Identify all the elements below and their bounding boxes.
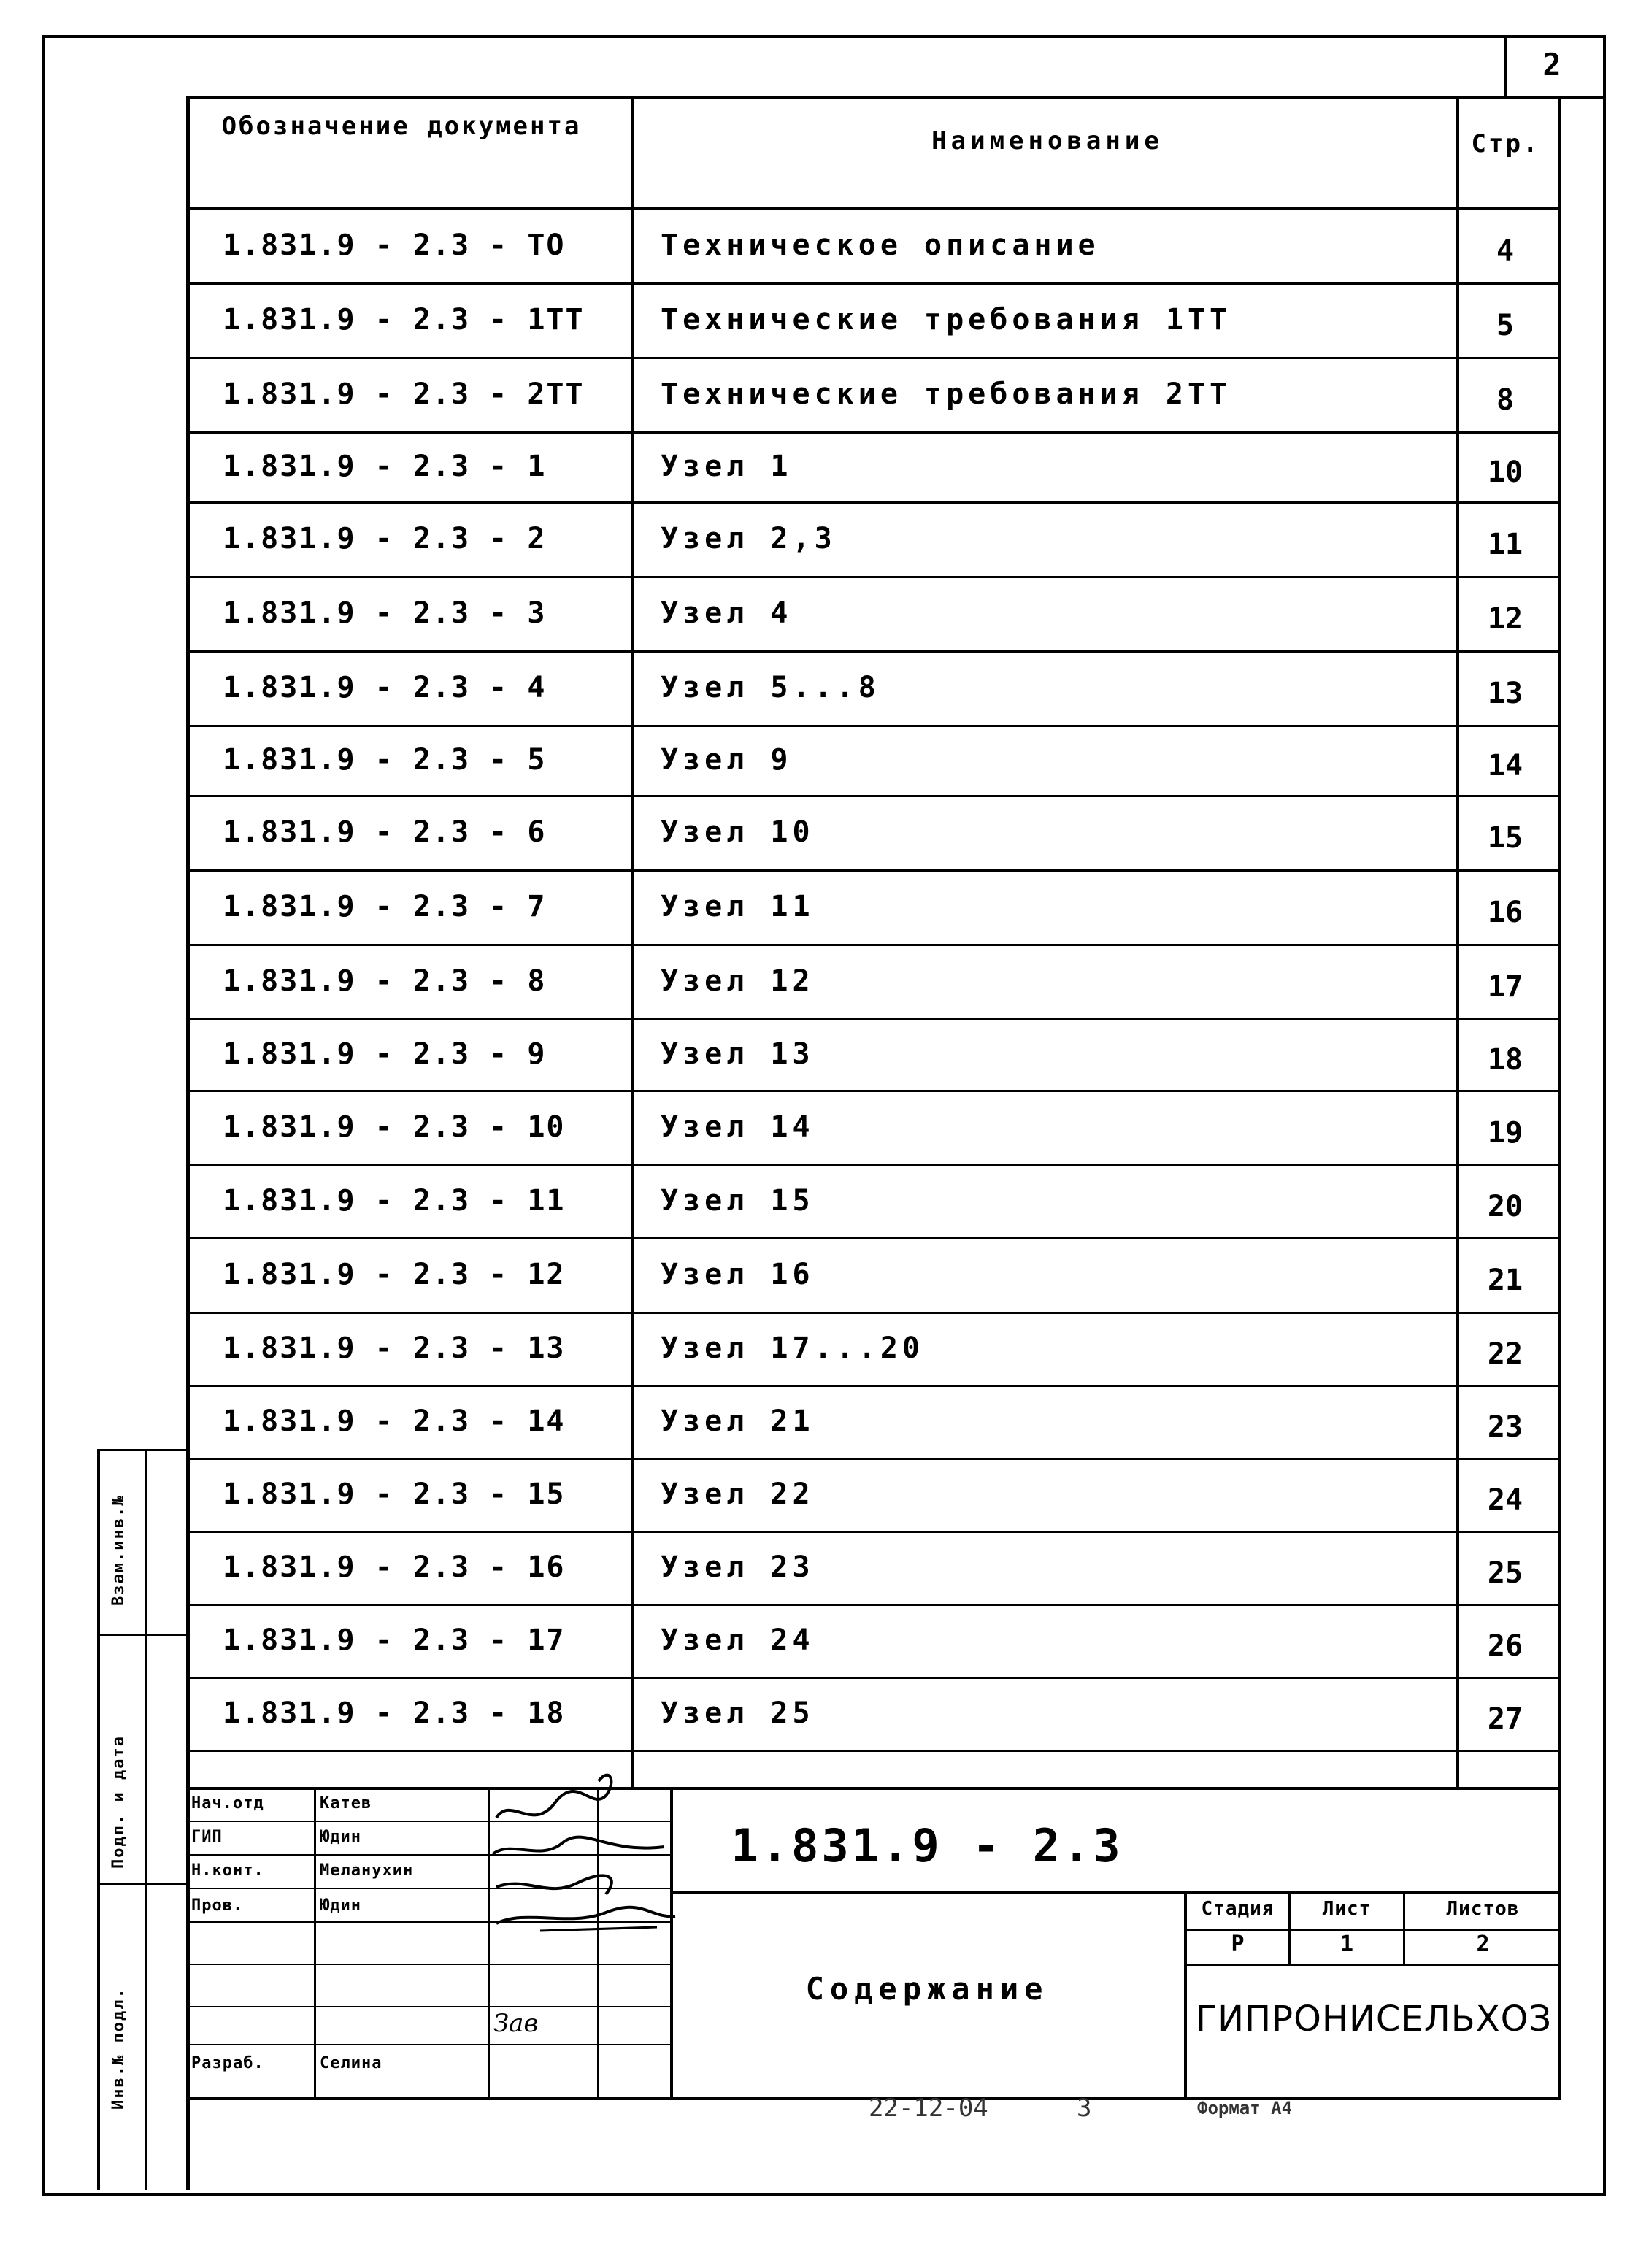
row-name: Узел 14 bbox=[661, 1110, 815, 1144]
row-code: 1.831.9 - 2.3 - 1 bbox=[223, 450, 547, 483]
row-separator bbox=[186, 1312, 1561, 1314]
column-line-designation bbox=[631, 96, 634, 1790]
row-code: 1.831.9 - 2.3 - ТО bbox=[223, 228, 566, 262]
margin-label-original: Инв.№ подл. bbox=[109, 1987, 128, 2110]
signature-role: Нач.отд bbox=[191, 1794, 264, 1813]
row-page: 5 bbox=[1496, 309, 1515, 342]
margin-strip-h1 bbox=[97, 1634, 189, 1636]
row-code: 1.831.9 - 2.3 - 3 bbox=[223, 596, 547, 630]
sheet-number: 2 bbox=[1542, 47, 1561, 82]
signature-mark: Зав bbox=[493, 2009, 539, 2038]
row-code: 1.831.9 - 2.3 - 18 bbox=[223, 1696, 566, 1730]
tb-top bbox=[186, 1787, 1561, 1790]
row-name: Узел 24 bbox=[661, 1623, 815, 1657]
sheet-value: 1 bbox=[1339, 1931, 1354, 1957]
sig-row-7 bbox=[186, 2044, 672, 2045]
column-line-page bbox=[1456, 96, 1459, 1790]
footer-copy: 3 bbox=[1077, 2094, 1092, 2123]
row-page: 24 bbox=[1487, 1483, 1523, 1517]
row-separator bbox=[186, 357, 1561, 359]
row-code: 1.831.9 - 2.3 - 7 bbox=[223, 890, 547, 923]
row-page: 4 bbox=[1496, 234, 1515, 268]
stage-header: Стадия bbox=[1201, 1898, 1275, 1920]
signature-surname: Юдин bbox=[320, 1896, 361, 1915]
row-separator bbox=[186, 1604, 1561, 1606]
row-name: Узел 17...20 bbox=[661, 1331, 924, 1365]
margin-label-signature-date: Подп. и дата bbox=[109, 1735, 128, 1869]
row-page: 10 bbox=[1487, 455, 1523, 489]
row-name: Техническое описание bbox=[661, 228, 1100, 262]
row-code: 1.831.9 - 2.3 - 11 bbox=[223, 1184, 566, 1218]
row-name: Узел 1 bbox=[661, 450, 793, 483]
tb-stage-h2 bbox=[1184, 1964, 1561, 1966]
margin-strip-top bbox=[97, 1449, 189, 1451]
row-code: 1.831.9 - 2.3 - 16 bbox=[223, 1550, 566, 1584]
row-code: 1.831.9 - 2.3 - 5 bbox=[223, 743, 547, 777]
signature-role: Н.конт. bbox=[191, 1861, 264, 1880]
row-name: Узел 23 bbox=[661, 1550, 815, 1584]
signature-role: ГИП bbox=[191, 1828, 223, 1846]
row-name: Узел 13 bbox=[661, 1037, 815, 1071]
tb-stage-left bbox=[1184, 1891, 1187, 2097]
row-code: 1.831.9 - 2.3 - 14 bbox=[223, 1404, 566, 1438]
signature-role: Пров. bbox=[191, 1896, 244, 1915]
row-code: 1.831.9 - 2.3 - 4 bbox=[223, 671, 547, 704]
signature-role: Разраб. bbox=[191, 2054, 264, 2072]
document-title: Содержание bbox=[805, 1971, 1049, 2007]
row-separator bbox=[186, 576, 1561, 578]
row-name: Технические требования 1ТТ bbox=[661, 303, 1232, 337]
row-name: Узел 4 bbox=[661, 596, 793, 630]
margin-label-replaced: Взам.инв.№ bbox=[109, 1494, 128, 1606]
header-designation: Обозначение документа bbox=[221, 112, 582, 141]
row-name: Узел 12 bbox=[661, 964, 815, 998]
row-code: 1.831.9 - 2.3 - 6 bbox=[223, 815, 547, 849]
row-name: Узел 22 bbox=[661, 1477, 815, 1511]
row-separator bbox=[186, 795, 1561, 797]
sig-row-5 bbox=[186, 1964, 672, 1965]
row-separator bbox=[186, 1750, 1561, 1752]
organization: ГИПРОНИСЕЛЬХОЗ bbox=[1195, 1999, 1553, 2040]
row-name: Узел 11 bbox=[661, 890, 815, 923]
row-name: Технические требования 2ТТ bbox=[661, 377, 1232, 411]
row-name: Узел 21 bbox=[661, 1404, 815, 1438]
row-page: 18 bbox=[1487, 1043, 1523, 1077]
row-name: Узел 10 bbox=[661, 815, 815, 849]
margin-strip-mid bbox=[145, 1449, 147, 2190]
row-code: 1.831.9 - 2.3 - 8 bbox=[223, 964, 547, 998]
row-page: 17 bbox=[1487, 970, 1523, 1004]
row-name: Узел 5...8 bbox=[661, 671, 880, 704]
row-code: 1.831.9 - 2.3 - 15 bbox=[223, 1477, 566, 1511]
row-page: 21 bbox=[1487, 1264, 1523, 1297]
row-separator bbox=[186, 1090, 1561, 1092]
row-page: 16 bbox=[1487, 896, 1523, 929]
row-page: 14 bbox=[1487, 749, 1523, 783]
row-page: 11 bbox=[1487, 528, 1523, 561]
margin-strip-h2 bbox=[97, 1883, 189, 1885]
row-page: 8 bbox=[1496, 383, 1515, 417]
header-page: Стр. bbox=[1471, 129, 1540, 158]
document-code: 1.831.9 - 2.3 bbox=[731, 1819, 1123, 1872]
row-name: Узел 9 bbox=[661, 743, 793, 777]
row-code: 1.831.9 - 2.3 - 2 bbox=[223, 522, 547, 556]
row-page: 12 bbox=[1487, 602, 1523, 636]
row-separator bbox=[186, 1164, 1561, 1166]
row-separator bbox=[186, 1237, 1561, 1239]
row-separator bbox=[186, 650, 1561, 653]
row-code: 1.831.9 - 2.3 - 13 bbox=[223, 1331, 566, 1365]
row-code: 1.831.9 - 2.3 - 9 bbox=[223, 1037, 547, 1071]
row-page: 13 bbox=[1487, 677, 1523, 710]
margin-strip-left bbox=[97, 1449, 100, 2190]
row-separator bbox=[186, 944, 1561, 946]
row-separator bbox=[186, 1458, 1561, 1460]
sig-col-1 bbox=[314, 1787, 316, 2097]
tb-code-bottom bbox=[670, 1891, 1561, 1894]
row-page: 23 bbox=[1487, 1410, 1523, 1444]
footer-stamp: 22-12-04 bbox=[869, 2094, 988, 2123]
row-code: 1.831.9 - 2.3 - 12 bbox=[223, 1258, 566, 1291]
row-name: Узел 16 bbox=[661, 1258, 815, 1291]
row-page: 26 bbox=[1487, 1629, 1523, 1663]
header-bottom-line bbox=[186, 207, 1561, 210]
row-page: 25 bbox=[1487, 1556, 1523, 1590]
header-name: Наименование bbox=[931, 126, 1164, 155]
sheets-header: Листов bbox=[1446, 1898, 1520, 1920]
row-code: 1.831.9 - 2.3 - 17 bbox=[223, 1623, 566, 1657]
signature-scribbles bbox=[482, 1752, 686, 1942]
row-separator bbox=[186, 1531, 1561, 1533]
stage-value: Р bbox=[1231, 1931, 1245, 1957]
row-page: 19 bbox=[1487, 1116, 1523, 1150]
row-name: Узел 25 bbox=[661, 1696, 815, 1730]
row-name: Узел 15 bbox=[661, 1184, 815, 1218]
row-separator bbox=[186, 1018, 1561, 1020]
signature-surname: Меланухин bbox=[320, 1861, 414, 1880]
row-separator bbox=[186, 725, 1561, 727]
row-separator bbox=[186, 1677, 1561, 1679]
row-page: 20 bbox=[1487, 1190, 1523, 1223]
sheet-header: Лист bbox=[1322, 1898, 1372, 1920]
row-page: 15 bbox=[1487, 821, 1523, 855]
sheets-value: 2 bbox=[1476, 1931, 1490, 1957]
row-separator bbox=[186, 1385, 1561, 1387]
row-separator bbox=[186, 501, 1561, 504]
row-page: 22 bbox=[1487, 1337, 1523, 1371]
row-code: 1.831.9 - 2.3 - 2ТТ bbox=[223, 377, 585, 411]
row-code: 1.831.9 - 2.3 - 1ТТ bbox=[223, 303, 585, 337]
footer-format: Формат А4 bbox=[1197, 2098, 1293, 2118]
row-name: Узел 2,3 bbox=[661, 522, 837, 556]
row-page: 27 bbox=[1487, 1702, 1523, 1736]
signature-surname: Юдин bbox=[320, 1828, 361, 1846]
signature-surname: Селина bbox=[320, 2054, 382, 2072]
row-separator bbox=[186, 282, 1561, 285]
sig-row-6 bbox=[186, 2006, 672, 2007]
row-separator bbox=[186, 869, 1561, 872]
tb-stage-h1 bbox=[1184, 1929, 1561, 1931]
row-separator bbox=[186, 431, 1561, 434]
signature-surname: Катев bbox=[320, 1794, 372, 1813]
row-code: 1.831.9 - 2.3 - 10 bbox=[223, 1110, 566, 1144]
